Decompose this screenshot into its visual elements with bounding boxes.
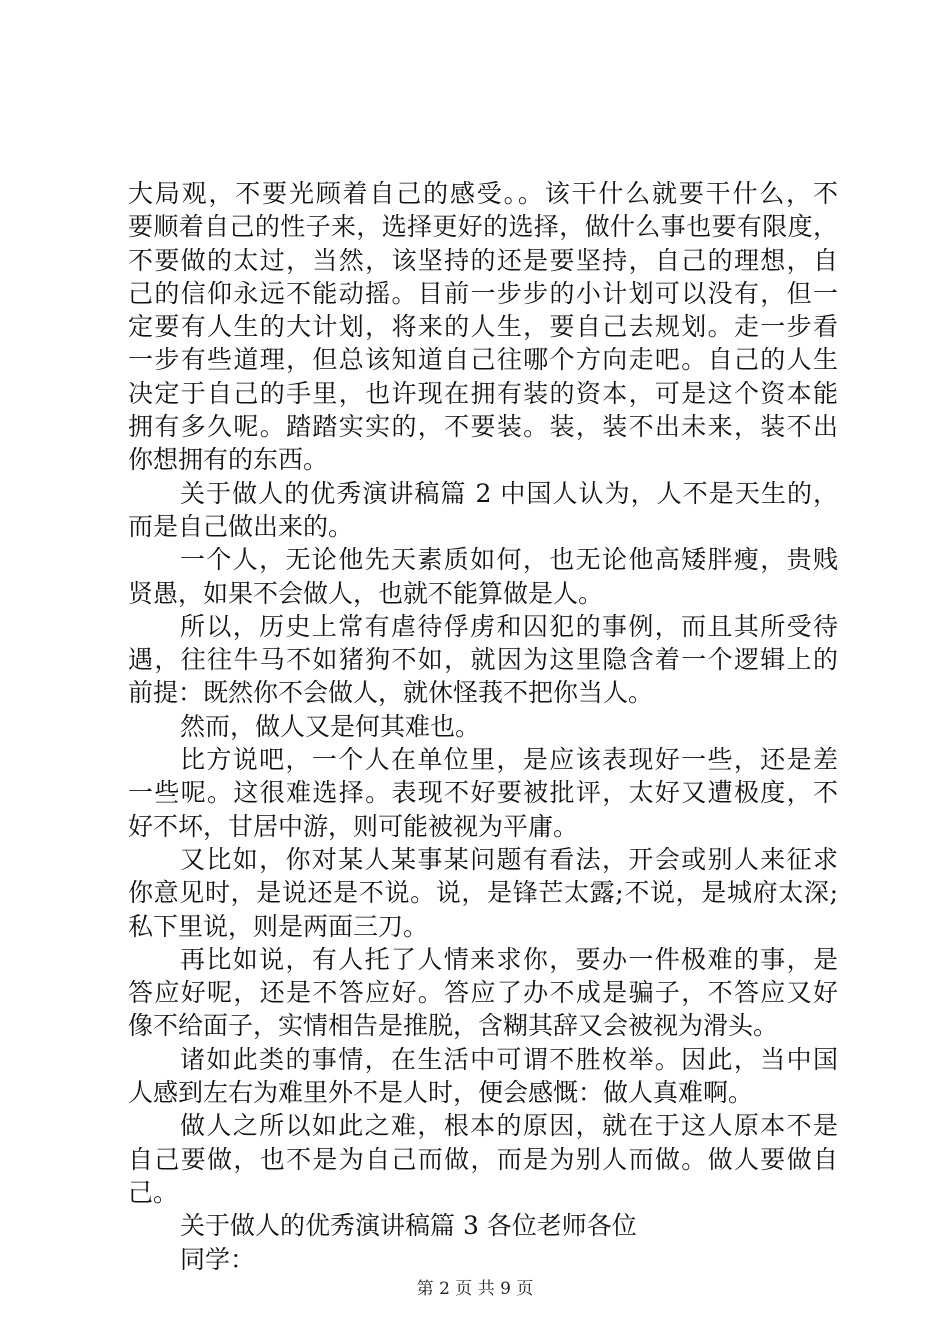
text-line: 贤愚，如果不会做人，也就不能算做是人。 bbox=[128, 578, 604, 608]
text-line: 一步有些道理，但总该知道自己往哪个方向走吧。自己的人生 bbox=[128, 345, 838, 375]
text-line: 所以，历史上常有虐待俘虏和囚犯的事例，而且其所受待 bbox=[180, 611, 838, 641]
text-line: 自己要做，也不是为自己而做，而是为别人而做。做人要做自 bbox=[128, 1144, 838, 1174]
text-line: 你意见时，是说还是不说。说，是锋芒太露;不说，是城府太深; bbox=[128, 878, 838, 908]
text-line: 关于做人的优秀演讲稿篇 3 各位老师各位 bbox=[180, 1211, 637, 1241]
text-line: 定要有人生的大计划，将来的人生，要自己去规划。走一步看 bbox=[128, 312, 838, 342]
text-line: 决定于自己的手里，也许现在拥有装的资本，可是这个资本能 bbox=[128, 378, 838, 408]
text-line: 大局观，不要光顾着自己的感受。。该干什么就要干什么，不 bbox=[128, 179, 838, 208]
text-line: 再比如说，有人托了人情来求你，要办一件极难的事，是 bbox=[180, 944, 838, 974]
text-line: 诸如此类的事情，在生活中可谓不胜枚举。因此，当中国 bbox=[180, 1044, 838, 1074]
text-line: 己。 bbox=[128, 1177, 179, 1207]
text-line: 然而，做人又是何其难也。 bbox=[180, 711, 481, 741]
text-line: 像不给面子，实情相告是推脱，含糊其辞又会被视为滑头。 bbox=[128, 1011, 779, 1041]
text-line: 一个人，无论他先天素质如何，也无论他高矮胖瘦，贵贱 bbox=[180, 545, 838, 575]
text-line: 同学： bbox=[180, 1244, 256, 1274]
text-line: 比方说吧，一个人在单位里，是应该表现好一些，还是差 bbox=[180, 745, 838, 775]
text-line: 又比如，你对某人某事某问题有看法，开会或别人来征求 bbox=[180, 844, 838, 874]
text-line: 你想拥有的东西。 bbox=[128, 445, 329, 475]
text-line: 遇，往往牛马不如猪狗不如，就因为这里隐含着一个逻辑上的 bbox=[128, 645, 838, 675]
text-line: 答应好呢，还是不答应好。答应了办不成是骗子，不答应又好 bbox=[128, 978, 838, 1008]
text-line: 不要做的太过，当然，该坚持的还是要坚持，自己的理想，自 bbox=[128, 245, 838, 275]
text-line: 一些呢。这很难选择。表现不好要被批评，太好又遭极度，不 bbox=[128, 778, 838, 808]
text-line: 关于做人的优秀演讲稿篇 2 中国人认为，人不是天生的， bbox=[180, 478, 838, 508]
text-line: 己的信仰永远不能动摇。目前一步步的小计划可以没有，但一 bbox=[128, 278, 838, 308]
text-line: 好不坏，甘居中游，则可能被视为平庸。 bbox=[128, 811, 579, 841]
text-line: 要顺着自己的性子来，选择更好的选择，做什么事也要有限度， bbox=[128, 212, 838, 242]
text-line: 前提：既然你不会做人，就休怪莪不把你当人。 bbox=[128, 678, 654, 708]
text-line: 人感到左右为难里外不是人时，便会感慨：做人真难啊。 bbox=[128, 1078, 754, 1108]
text-line: 拥有多久呢。踏踏实实的，不要装。装，装不出未来，装不出 bbox=[128, 412, 838, 442]
text-line: 私下里说，则是两面三刀。 bbox=[128, 911, 429, 941]
page-number-footer: 第 2 页 共 9 页 bbox=[416, 1279, 534, 1299]
text-line: 而是自己做出来的。 bbox=[128, 511, 354, 541]
body-text bbox=[128, 177, 838, 1276]
text-line: 做人之所以如此之难，根本的原因，就在于这人原本不是 bbox=[180, 1111, 838, 1141]
